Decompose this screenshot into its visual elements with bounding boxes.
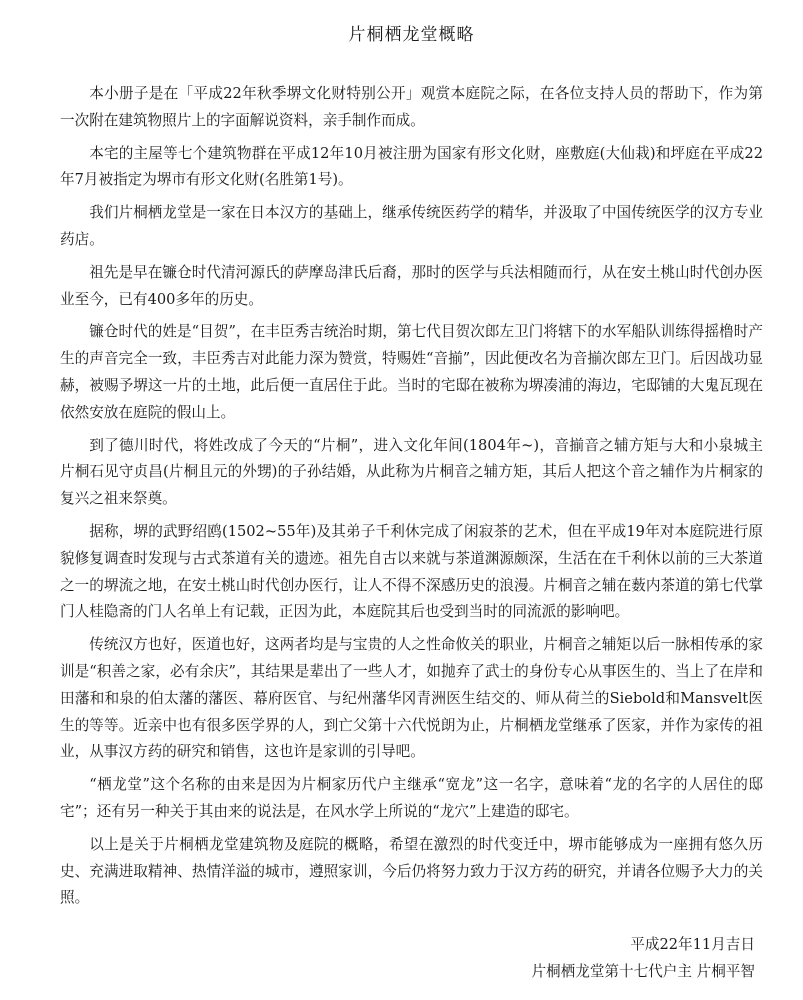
paragraph: 祖先是早在镰仓时代清河源氏的萨摩岛津氏后裔，那时的医学与兵法相随而行，从在安土桃山时代创办医业至今，已有400多年的历史。 — [60, 263, 763, 308]
document-author: 片桐栖龙堂第十七代户主 片桐平智 — [531, 962, 755, 980]
paragraph: “栖龙堂”这个名称的由来是因为片桐家历代户主继承“宽龙”这一名字，意味着“龙的名字的人居住的邸宅”；还有另一种关于其由来的说法是，在风水学上所说的“龙穴”上建造的邸宅。 — [60, 776, 763, 820]
paragraph: 以上是关于片桐栖龙堂建筑物及庭院的概略，希望在激烈的时代变迁中，堺市能够成为一座拥有悠久历史、充满进取精神、热情洋溢的城市，遵照家训，今后仍将努力致力于汉方药的研究，并请各位赐予大力的关照。 — [60, 835, 763, 907]
paragraph: 到了德川时代，将姓改成了今天的“片桐”，进入文化年间(1804年~)，音揃音之辅方矩与大和小泉城主片桐石见守贞昌(片桐且元的外甥)的子孙结婚，从此称为片桐音之辅方矩，其后人把这个音之辅作为片桐家的复兴之祖来祭奠。 — [60, 436, 763, 508]
paragraph: 我们片桐栖龙堂是一家在日本汉方的基础上，继承传统医药学的精华，并汲取了中国传统医学的汉方专业药店。 — [60, 204, 763, 248]
document-body — [60, 81, 763, 912]
paragraph: 本小册子是在「平成22年秋季堺文化财特别公开」观赏本庭院之际，在各位支持人员的帮助下，作为第一次附在建筑物照片上的字面解说资料，亲手制作而成。 — [60, 85, 763, 129]
document-title: 片桐栖龙堂概略 — [348, 25, 475, 45]
paragraph: 传统汉方也好，医道也好，这两者均是与宝贵的人之性命攸关的职业，片桐音之辅矩以后一脉相传承的家训是“积善之家，必有余庆”，其结果是辈出了一些人才，如抛弃了武士的身份专心从事医生的、当上了在岸和田藩和和泉的伯太藩的藩医、幕府医官、与纪州藩华冈青洲医生结交的、师从荷兰的Siebold和Mansvelt医生的等等。近亲中也有很多医学界的人，到亡父第十六代悦朗为止，片桐栖龙堂继承了医家，并作为家传的祖业，从事汉方药的研究和销售，这也许是家训的引导吧。 — [60, 636, 763, 761]
paragraph: 据称，堺的武野绍鸥(1502~55年)及其弟子千利休完成了闲寂茶的艺术，但在平成19年对本庭院进行原貌修复调查时发现与古式茶道有关的遗迹。祖先自古以来就与茶道渊源颇深，生活在在千利休以前的三大茶道之一的堺流之地，在安土桃山时代创办医行，让人不得不深感历史的浪漫。片桐音之辅在薮内茶道的第七代掌门人桂隐斋的门人名单上有记载，正因为此，本庭院其后也受到当时的同流派的影响吧。 — [60, 522, 763, 621]
paragraph: 镰仓时代的姓是“目贺”，在丰臣秀吉统治时期，第七代目贺次郎左卫门将辖下的水军船队训练得摇橹时产生的声音完全一致，丰臣秀吉对此能力深为赞赏，特赐姓“音揃”，因此便改名为音揃次郎左卫门。后因战功显赫，被赐予堺这一片的土地，此后便一直居住于此。当时的宅邸在被称为堺凑浦的海边，宅邸铺的大鬼瓦现在依然安放在庭院的假山上。 — [60, 323, 763, 421]
document-date: 平成22年11月吉日 — [630, 936, 755, 953]
signature-block — [531, 932, 755, 985]
paragraph: 本宅的主屋等七个建筑物群在平成12年10月被注册为国家有形文化财，座敷庭(大仙栽)和坪庭在平成22年7月被指定为堺市有形文化财(名胜第1号)。 — [60, 144, 763, 189]
